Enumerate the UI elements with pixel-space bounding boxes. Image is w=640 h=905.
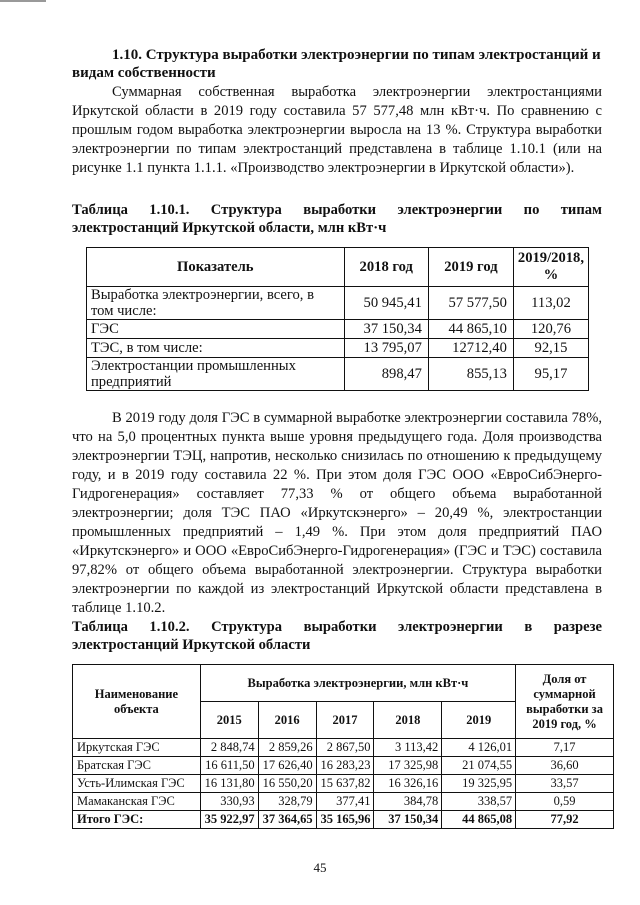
table-row: [87, 358, 589, 391]
table-cell: 19 325,95: [442, 775, 516, 793]
table-cell: Итого ГЭС:: [73, 811, 201, 829]
table2-header-year: 2015: [200, 702, 258, 739]
table1-header-ratio: 2019/2018, %: [513, 248, 588, 287]
table1-header-row: [87, 248, 589, 287]
table-row: [87, 287, 589, 320]
table-cell: Электростанции промышленных предприятий: [87, 358, 345, 391]
table2-header-year: 2019: [442, 702, 516, 739]
table-cell: 13 795,07: [344, 339, 428, 358]
table-row: [73, 757, 614, 775]
paragraph-1: Суммарная собственная выработка электроэнергии электростанциями Иркутской области в 2019 году составила 57 577,48 млн кВт·ч. По сравнению с прошлым годом выработка электроэнергии выросла на 13 %. Структура выработки электроэнергии по типам электростанций представлена в таблице 1.10.1 (или на рисунке 1.1 пункта 1.1.1. «Производство электроэнергии в Иркутской области»).: [72, 84, 602, 176]
table2-caption: [72, 618, 602, 654]
table-cell: 113,02: [513, 287, 588, 320]
table-cell: 12712,40: [428, 339, 513, 358]
table1-header-2018: 2018 год: [344, 248, 428, 287]
table-cell: 95,17: [513, 358, 588, 391]
table-cell: 92,15: [513, 339, 588, 358]
table-cell: 16 611,50: [200, 757, 258, 775]
page-number: 45: [313, 860, 327, 875]
table-1: [86, 247, 589, 391]
table-cell: 2 848,74: [200, 739, 258, 757]
table-cell: 855,13: [428, 358, 513, 391]
table-row: [73, 739, 614, 757]
table1-header-indicator: Показатель: [87, 248, 345, 287]
table-2: [72, 664, 614, 829]
table-cell: 21 074,55: [442, 757, 516, 775]
table2-header-name: Наименование объекта: [73, 665, 201, 739]
table2-header-year: 2018: [374, 702, 442, 739]
table-cell: 35 922,97: [200, 811, 258, 829]
table-cell: 44 865,10: [428, 320, 513, 339]
table2-header-year: 2016: [258, 702, 316, 739]
table-cell: 2 859,26: [258, 739, 316, 757]
table-cell: 377,41: [316, 793, 374, 811]
table-cell: 898,47: [344, 358, 428, 391]
table-cell: 3 113,42: [374, 739, 442, 757]
table-cell: 50 945,41: [344, 287, 428, 320]
table1-caption-line2: электростанций Иркутской области, млн кВт·ч: [72, 220, 387, 236]
table1-caption-line1: Таблица 1.10.1. Структура выработки электроэнергии по типам: [72, 202, 602, 218]
table-cell: 33,57: [516, 775, 614, 793]
table-cell: 37 150,34: [374, 811, 442, 829]
table-cell: Мамаканская ГЭС: [73, 793, 201, 811]
table-cell: 35 165,96: [316, 811, 374, 829]
table-cell: 0,59: [516, 793, 614, 811]
table-cell: 16 283,23: [316, 757, 374, 775]
table-cell: 17 626,40: [258, 757, 316, 775]
table-cell: 330,93: [200, 793, 258, 811]
table2-caption-line1: Таблица 1.10.2. Структура выработки электроэнергии в разрезе: [72, 619, 602, 635]
table-cell: 384,78: [374, 793, 442, 811]
table-cell: 16 131,80: [200, 775, 258, 793]
table-cell: 120,76: [513, 320, 588, 339]
table-cell: 15 637,82: [316, 775, 374, 793]
table-cell: Братская ГЭС: [73, 757, 201, 775]
table1-header-2019: 2019 год: [428, 248, 513, 287]
table-cell: 7,17: [516, 739, 614, 757]
table-row: [87, 320, 589, 339]
table2-header-share: Доля от суммарной выработки за 2019 год, %: [516, 665, 614, 739]
table-cell: ТЭС, в том числе:: [87, 339, 345, 358]
table-cell: 57 577,50: [428, 287, 513, 320]
table2-header-group: Выработка электроэнергии, млн кВт·ч: [200, 665, 515, 702]
paragraph-2: В 2019 году доля ГЭС в суммарной выработке электроэнергии составила 78%, что на 5,0 процентных пункта выше уровня предыдущего года. Доля производства электроэнергии ТЭЦ, напротив, несколько снизилась по отношению к предыдущему году, и в 2019 году составила 22 %. При этом доля ГЭС ООО «ЕвроСибЭнерго-Гидрогенерация» составляет 77,33 % от общего объема выработанной электроэнергии; доля ТЭС ПАО «Иркутскэнерго» – 20,49 %, электростанции промышленных предприятий – 1,49 %. При этом доля предприятий ПАО «Иркутскэнерго» и ООО «ЕвроСибЭнерго-Гидрогенерация» (ГЭС и ТЭС) составила 97,82% от общего объема выработанной электроэнергии. Структура выработки электроэнергии по каждой из электростанций Иркутской области представлена в таблице 1.10.2.: [72, 410, 602, 616]
table2-caption-line2: электростанций Иркутской области: [72, 637, 311, 653]
scan-corner-mark: [0, 0, 46, 2]
section-heading: 1.10. Структура выработки электроэнергии по типам электростанций и видам собственности: [72, 47, 601, 81]
table-cell: 328,79: [258, 793, 316, 811]
table-row-total: [73, 811, 614, 829]
table-cell: Усть-Илимская ГЭС: [73, 775, 201, 793]
table-cell: 338,57: [442, 793, 516, 811]
table1-caption: [72, 201, 602, 237]
table-row: [73, 793, 614, 811]
table-row: [87, 339, 589, 358]
table-cell: 37 150,34: [344, 320, 428, 339]
table-cell: Иркутская ГЭС: [73, 739, 201, 757]
table-cell: ГЭС: [87, 320, 345, 339]
table-cell: 16 326,16: [374, 775, 442, 793]
table2-header-row-1: [73, 665, 614, 702]
table-row: [73, 775, 614, 793]
table-cell: 16 550,20: [258, 775, 316, 793]
table-cell: 2 867,50: [316, 739, 374, 757]
table-cell: 77,92: [516, 811, 614, 829]
table-cell: 4 126,01: [442, 739, 516, 757]
table-cell: Выработка электроэнергии, всего, в том числе:: [87, 287, 345, 320]
table-cell: 44 865,08: [442, 811, 516, 829]
table2-header-year: 2017: [316, 702, 374, 739]
table-cell: 36,60: [516, 757, 614, 775]
table-cell: 37 364,65: [258, 811, 316, 829]
table-cell: 17 325,98: [374, 757, 442, 775]
